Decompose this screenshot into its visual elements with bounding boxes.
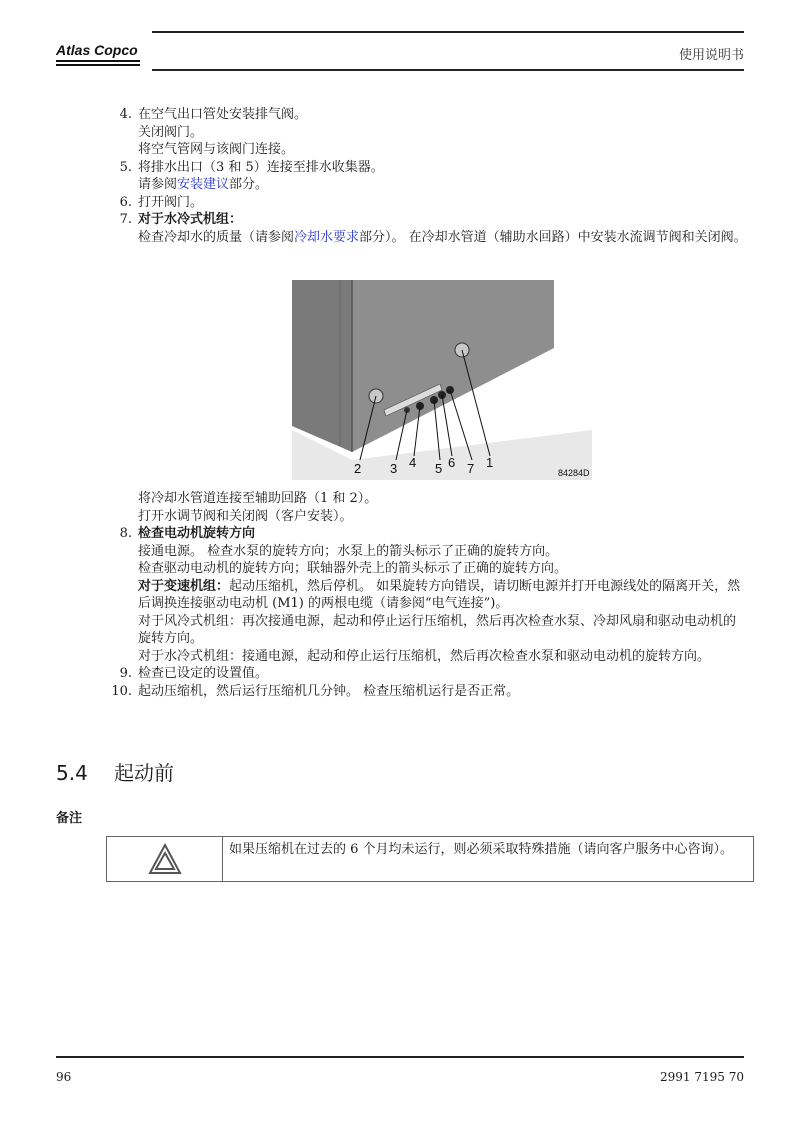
section-number: 5.4	[56, 761, 88, 785]
procedure-steps	[104, 106, 748, 246]
header-title: 使用说明书	[678, 48, 744, 63]
procedure-steps-continued	[104, 490, 748, 700]
figure-label-3: 3	[390, 461, 398, 476]
step-7: 7. 对于水冷式机组： 检查冷却水的质量（请参阅冷却水要求部分）。 在冷却水管道（辅助水回路）中安装水流调节阀和关闭阀。	[119, 212, 747, 245]
figure-code: 84284D	[558, 468, 590, 478]
figure-label-2: 2	[354, 461, 362, 476]
water-connection-figure	[292, 280, 592, 480]
step-10: 10. 起动压缩机，然后运行压缩机几分钟。 检查压缩机运行是否正常。	[111, 683, 520, 699]
link-cooling-water-requirements[interactable]: 冷却水要求	[294, 229, 360, 245]
step-4: 4. 在空气出口管处安装排气阀。 关闭阀门。 将空气管网与该阀门连接。	[119, 107, 308, 157]
figure-label-6: 6	[448, 455, 456, 470]
header-rule-top	[152, 31, 744, 33]
step-7-continued: 将冷却水管道连接至辅助回路（1 和 2）。 打开水调节阀和关闭阀（客户安装）。	[138, 491, 378, 524]
document-number: 2991 7195 70	[660, 1070, 744, 1084]
atlas-copco-logo	[56, 36, 140, 70]
figure-label-5: 5	[435, 461, 443, 476]
section-heading	[56, 757, 174, 786]
step-8: 8. 检查电动机旋转方向 接通电源。 检查水泵的旋转方向；水泵上的箭头标示了正确的旋转方向。 检查驱动电动机的旋转方向；联轴器外壳上的箭头标示了正确的旋转方向。 对于变速机组：起动压缩机，然后停机。 如果旋转方向错误，请切断电源并打开电源线处的隔离开关，然后调换连接驱动电动机 (M1) 的两根电缆（请参阅“电气连接”)。 对于风冷式机组：再次接通电源，起动和停止运行压缩机，然后再次检查水泵、冷却风扇和驱动电动机的旋转方向。 对于水冷式机组：接通电源，起动和停止运行压缩机，然后再次检查水泵和驱动电动机的旋转方向。	[104, 525, 748, 665]
footer-rule	[56, 1056, 744, 1058]
page-number: 96	[56, 1070, 72, 1084]
step-7-heading: 对于水冷式机组：	[138, 212, 243, 227]
note-label: 备注	[56, 811, 83, 826]
header-rule-bottom	[152, 69, 744, 71]
note-text: 如果压缩机在过去的 6 个月均未运行，则必须采取特殊措施（请向客户服务中心咨询）。	[229, 842, 734, 857]
note-icon-cell	[107, 837, 223, 881]
section-title: 起动前	[114, 761, 174, 785]
figure-label-7: 7	[467, 461, 475, 476]
figure-label-1: 1	[486, 455, 494, 470]
logo-text: Atlas Copco	[56, 42, 138, 58]
step-5: 5. 将排水出口（3 和 5）连接至排水收集器。 请参阅安装建议部分。	[119, 159, 384, 192]
warning-triangle-icon	[148, 843, 182, 875]
link-installation-proposal[interactable]: 安装建议	[177, 177, 230, 192]
step-8-heading: 检查电动机旋转方向	[138, 526, 256, 541]
figure-label-4: 4	[409, 455, 417, 470]
step-6: 6. 打开阀门。	[119, 194, 204, 210]
note-box	[106, 836, 754, 882]
step-9: 9. 检查已设定的设置值。	[119, 666, 269, 681]
